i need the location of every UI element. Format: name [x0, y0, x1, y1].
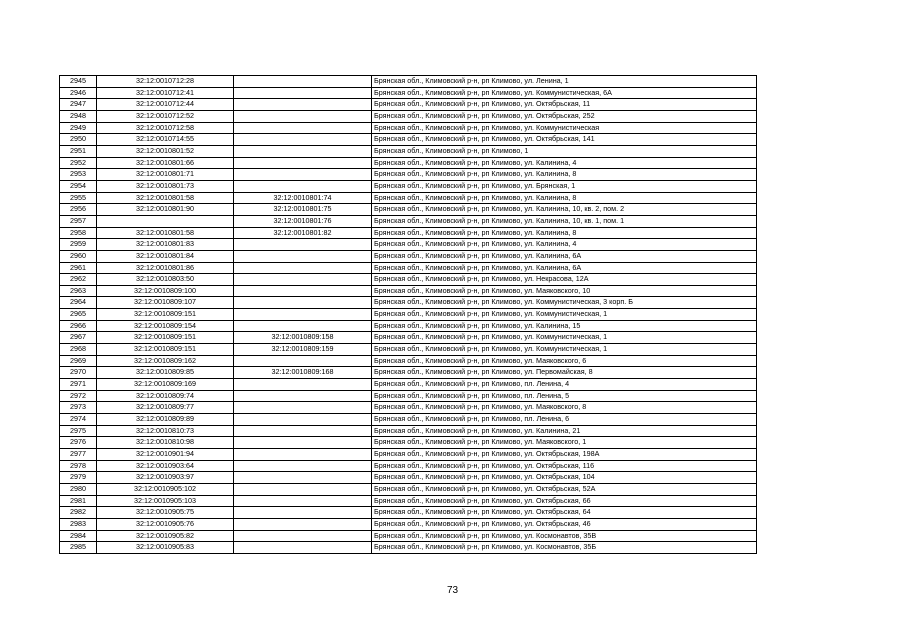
table-row [60, 309, 757, 321]
table-row [60, 414, 757, 426]
row-number-cell: 2977 [60, 449, 97, 461]
address-cell: Брянская обл., Климовский р-н, рп Климово, ул. Калинина, 10, кв. 1, пом. 1 [372, 215, 757, 227]
address-cell: Брянская обл., Климовский р-н, рп Климово, 1 [372, 145, 757, 157]
row-number-cell: 2957 [60, 215, 97, 227]
cadastral-number-cell: 32:12:0010809:77 [97, 402, 234, 414]
row-number-cell: 2950 [60, 134, 97, 146]
row-number-cell: 2966 [60, 320, 97, 332]
table-row [60, 87, 757, 99]
related-cadastral-number-cell [234, 472, 372, 484]
table-row [60, 204, 757, 216]
address-cell: Брянская обл., Климовский р-н, рп Климово, ул. Калинина, 8 [372, 227, 757, 239]
registry-table-body [60, 76, 757, 554]
row-number-cell: 2945 [60, 76, 97, 88]
related-cadastral-number-cell [234, 355, 372, 367]
related-cadastral-number-cell [234, 320, 372, 332]
related-cadastral-number-cell: 32:12:0010801:74 [234, 192, 372, 204]
related-cadastral-number-cell [234, 157, 372, 169]
row-number-cell: 2958 [60, 227, 97, 239]
related-cadastral-number-cell [234, 309, 372, 321]
address-cell: Брянская обл., Климовский р-н, рп Климово, ул. Калинина, 6А [372, 250, 757, 262]
table-row [60, 402, 757, 414]
address-cell: Брянская обл., Климовский р-н, рп Климово, ул. Калинина, 8 [372, 169, 757, 181]
row-number-cell: 2946 [60, 87, 97, 99]
address-cell: Брянская обл., Климовский р-н, рп Климово, ул. Октябрьская, 64 [372, 507, 757, 519]
row-number-cell: 2949 [60, 122, 97, 134]
cadastral-number-cell: 32:12:0010809:100 [97, 285, 234, 297]
related-cadastral-number-cell [234, 449, 372, 461]
table-row [60, 507, 757, 519]
table-row [60, 157, 757, 169]
row-number-cell: 2967 [60, 332, 97, 344]
related-cadastral-number-cell [234, 402, 372, 414]
related-cadastral-number-cell [234, 76, 372, 88]
address-cell: Брянская обл., Климовский р-н, рп Климово, ул. Космонавтов, 35Б [372, 542, 757, 554]
row-number-cell: 2960 [60, 250, 97, 262]
related-cadastral-number-cell [234, 169, 372, 181]
table-row [60, 390, 757, 402]
address-cell: Брянская обл., Климовский р-н, рп Климово, ул. Калинина, 8 [372, 192, 757, 204]
cadastral-number-cell: 32:12:0010809:74 [97, 390, 234, 402]
table-row [60, 134, 757, 146]
address-cell: Брянская обл., Климовский р-н, рп Климово, ул. Калинина, 15 [372, 320, 757, 332]
table-row [60, 518, 757, 530]
table-row [60, 320, 757, 332]
row-number-cell: 2978 [60, 460, 97, 472]
table-row [60, 227, 757, 239]
row-number-cell: 2954 [60, 180, 97, 192]
row-number-cell: 2973 [60, 402, 97, 414]
related-cadastral-number-cell [234, 460, 372, 472]
table-row [60, 495, 757, 507]
cadastral-number-cell: 32:12:0010810:98 [97, 437, 234, 449]
related-cadastral-number-cell [234, 390, 372, 402]
cadastral-number-cell: 32:12:0010801:58 [97, 192, 234, 204]
address-cell: Брянская обл., Климовский р-н, рп Климово, ул. Космонавтов, 35В [372, 530, 757, 542]
cadastral-number-cell: 32:12:0010712:44 [97, 99, 234, 111]
row-number-cell: 2971 [60, 379, 97, 391]
related-cadastral-number-cell: 32:12:0010801:76 [234, 215, 372, 227]
related-cadastral-number-cell [234, 285, 372, 297]
related-cadastral-number-cell [234, 379, 372, 391]
row-number-cell: 2948 [60, 110, 97, 122]
related-cadastral-number-cell: 32:12:0010801:75 [234, 204, 372, 216]
related-cadastral-number-cell [234, 250, 372, 262]
row-number-cell: 2982 [60, 507, 97, 519]
table-row [60, 285, 757, 297]
related-cadastral-number-cell [234, 262, 372, 274]
table-row [60, 437, 757, 449]
row-number-cell: 2970 [60, 367, 97, 379]
row-number-cell: 2953 [60, 169, 97, 181]
related-cadastral-number-cell [234, 437, 372, 449]
row-number-cell: 2969 [60, 355, 97, 367]
cadastral-number-cell: 32:12:0010801:66 [97, 157, 234, 169]
table-row [60, 483, 757, 495]
address-cell: Брянская обл., Климовский р-н, рп Климово, ул. Первомайская, 8 [372, 367, 757, 379]
address-cell: Брянская обл., Климовский р-н, рп Климово, ул. Коммунистическая, 1 [372, 309, 757, 321]
address-cell: Брянская обл., Климовский р-н, рп Климово, пл. Ленина, 4 [372, 379, 757, 391]
cadastral-number-cell: 32:12:0010903:64 [97, 460, 234, 472]
cadastral-number-cell: 32:12:0010809:151 [97, 332, 234, 344]
table-row [60, 239, 757, 251]
table-row [60, 297, 757, 309]
table-row [60, 76, 757, 88]
row-number-cell: 2968 [60, 344, 97, 356]
registry-sheet [59, 75, 756, 554]
row-number-cell: 2972 [60, 390, 97, 402]
cadastral-number-cell: 32:12:0010810:73 [97, 425, 234, 437]
related-cadastral-number-cell [234, 414, 372, 426]
address-cell: Брянская обл., Климовский р-н, рп Климово, ул. Маяковского, 1 [372, 437, 757, 449]
related-cadastral-number-cell [234, 274, 372, 286]
related-cadastral-number-cell [234, 87, 372, 99]
table-row [60, 122, 757, 134]
related-cadastral-number-cell [234, 145, 372, 157]
cadastral-number-cell: 32:12:0010809:162 [97, 355, 234, 367]
table-row [60, 460, 757, 472]
cadastral-number-cell: 32:12:0010905:75 [97, 507, 234, 519]
cadastral-number-cell: 32:12:0010712:52 [97, 110, 234, 122]
table-row [60, 215, 757, 227]
related-cadastral-number-cell [234, 180, 372, 192]
address-cell: Брянская обл., Климовский р-н, рп Климово, ул. Октябрьская, 141 [372, 134, 757, 146]
cadastral-number-cell [97, 215, 234, 227]
table-row [60, 145, 757, 157]
address-cell: Брянская обл., Климовский р-н, рп Климово, ул. Коммунистическая, 6А [372, 87, 757, 99]
related-cadastral-number-cell [234, 542, 372, 554]
table-row [60, 180, 757, 192]
related-cadastral-number-cell [234, 239, 372, 251]
address-cell: Брянская обл., Климовский р-н, рп Климово, ул. Калинина, 4 [372, 157, 757, 169]
cadastral-number-cell: 32:12:0010803:50 [97, 274, 234, 286]
row-number-cell: 2979 [60, 472, 97, 484]
address-cell: Брянская обл., Климовский р-н, рп Климово, ул. Маяковского, 10 [372, 285, 757, 297]
related-cadastral-number-cell [234, 122, 372, 134]
table-row [60, 192, 757, 204]
table-row [60, 379, 757, 391]
table-row [60, 332, 757, 344]
cadastral-number-cell: 32:12:0010712:58 [97, 122, 234, 134]
address-cell: Брянская обл., Климовский р-н, рп Климово, ул. Октябрьская, 252 [372, 110, 757, 122]
cadastral-number-cell: 32:12:0010801:73 [97, 180, 234, 192]
table-row [60, 530, 757, 542]
row-number-cell: 2985 [60, 542, 97, 554]
cadastral-number-cell: 32:12:0010712:28 [97, 76, 234, 88]
row-number-cell: 2984 [60, 530, 97, 542]
address-cell: Брянская обл., Климовский р-н, рп Климово, ул. Октябрьская, 11 [372, 99, 757, 111]
row-number-cell: 2959 [60, 239, 97, 251]
row-number-cell: 2961 [60, 262, 97, 274]
address-cell: Брянская обл., Климовский р-н, рп Климово, ул. Октябрьская, 46 [372, 518, 757, 530]
address-cell: Брянская обл., Климовский р-н, рп Климово, ул. Коммунистическая, 1 [372, 344, 757, 356]
address-cell: Брянская обл., Климовский р-н, рп Климово, ул. Коммунистическая [372, 122, 757, 134]
address-cell: Брянская обл., Климовский р-н, рп Климово, ул. Коммунистическая, 3 корп. Б [372, 297, 757, 309]
address-cell: Брянская обл., Климовский р-н, рп Климово, ул. Калинина, 10, кв. 2, пом. 2 [372, 204, 757, 216]
row-number-cell: 2951 [60, 145, 97, 157]
table-row [60, 425, 757, 437]
row-number-cell: 2962 [60, 274, 97, 286]
table-row [60, 262, 757, 274]
cadastral-number-cell: 32:12:0010809:151 [97, 309, 234, 321]
cadastral-number-cell: 32:12:0010801:90 [97, 204, 234, 216]
address-cell: Брянская обл., Климовский р-н, рп Климово, ул. Октябрьская, 66 [372, 495, 757, 507]
address-cell: Брянская обл., Климовский р-н, рп Климово, ул. Октябрьская, 104 [372, 472, 757, 484]
cadastral-number-cell: 32:12:0010801:52 [97, 145, 234, 157]
cadastral-number-cell: 32:12:0010905:83 [97, 542, 234, 554]
cadastral-number-cell: 32:12:0010901:94 [97, 449, 234, 461]
related-cadastral-number-cell: 32:12:0010801:82 [234, 227, 372, 239]
cadastral-number-cell: 32:12:0010801:58 [97, 227, 234, 239]
cadastral-number-cell: 32:12:0010809:85 [97, 367, 234, 379]
related-cadastral-number-cell [234, 495, 372, 507]
row-number-cell: 2947 [60, 99, 97, 111]
address-cell: Брянская обл., Климовский р-н, рп Климово, ул. Брянская, 1 [372, 180, 757, 192]
address-cell: Брянская обл., Климовский р-н, рп Климово, ул. Калинина, 21 [372, 425, 757, 437]
address-cell: Брянская обл., Климовский р-н, рп Климово, пл. Ленина, 6 [372, 414, 757, 426]
page-number: 73 [446, 585, 459, 596]
related-cadastral-number-cell [234, 110, 372, 122]
related-cadastral-number-cell: 32:12:0010809:168 [234, 367, 372, 379]
table-row [60, 542, 757, 554]
address-cell: Брянская обл., Климовский р-н, рп Климово, ул. Некрасова, 12А [372, 274, 757, 286]
row-number-cell: 2974 [60, 414, 97, 426]
related-cadastral-number-cell [234, 507, 372, 519]
table-row [60, 99, 757, 111]
address-cell: Брянская обл., Климовский р-н, рп Климово, ул. Маяковского, 8 [372, 402, 757, 414]
cadastral-number-cell: 32:12:0010809:107 [97, 297, 234, 309]
cadastral-number-cell: 32:12:0010801:84 [97, 250, 234, 262]
row-number-cell: 2983 [60, 518, 97, 530]
table-row [60, 344, 757, 356]
cadastral-number-cell: 32:12:0010905:102 [97, 483, 234, 495]
related-cadastral-number-cell [234, 425, 372, 437]
cadastral-number-cell: 32:12:0010809:169 [97, 379, 234, 391]
cadastral-number-cell: 32:12:0010712:41 [97, 87, 234, 99]
table-row [60, 110, 757, 122]
table-row [60, 250, 757, 262]
related-cadastral-number-cell [234, 483, 372, 495]
table-row [60, 274, 757, 286]
row-number-cell: 2952 [60, 157, 97, 169]
row-number-cell: 2981 [60, 495, 97, 507]
address-cell: Брянская обл., Климовский р-н, рп Климово, ул. Калинина, 4 [372, 239, 757, 251]
address-cell: Брянская обл., Климовский р-н, рп Климово, ул. Калинина, 6А [372, 262, 757, 274]
row-number-cell: 2980 [60, 483, 97, 495]
related-cadastral-number-cell [234, 134, 372, 146]
table-row [60, 367, 757, 379]
row-number-cell: 2964 [60, 297, 97, 309]
related-cadastral-number-cell [234, 518, 372, 530]
address-cell: Брянская обл., Климовский р-н, рп Климово, пл. Ленина, 5 [372, 390, 757, 402]
row-number-cell: 2955 [60, 192, 97, 204]
related-cadastral-number-cell [234, 99, 372, 111]
table-row [60, 355, 757, 367]
related-cadastral-number-cell [234, 530, 372, 542]
cadastral-number-cell: 32:12:0010905:103 [97, 495, 234, 507]
row-number-cell: 2956 [60, 204, 97, 216]
address-cell: Брянская обл., Климовский р-н, рп Климово, ул. Ленина, 1 [372, 76, 757, 88]
cadastral-number-cell: 32:12:0010801:71 [97, 169, 234, 181]
cadastral-number-cell: 32:12:0010903:97 [97, 472, 234, 484]
registry-table [59, 75, 757, 554]
address-cell: Брянская обл., Климовский р-н, рп Климово, ул. Октябрьская, 198А [372, 449, 757, 461]
cadastral-number-cell: 32:12:0010905:82 [97, 530, 234, 542]
cadastral-number-cell: 32:12:0010905:76 [97, 518, 234, 530]
table-row [60, 449, 757, 461]
address-cell: Брянская обл., Климовский р-н, рп Климово, ул. Октябрьская, 116 [372, 460, 757, 472]
address-cell: Брянская обл., Климовский р-н, рп Климово, ул. Маяковского, 6 [372, 355, 757, 367]
cadastral-number-cell: 32:12:0010801:86 [97, 262, 234, 274]
row-number-cell: 2975 [60, 425, 97, 437]
row-number-cell: 2976 [60, 437, 97, 449]
related-cadastral-number-cell [234, 297, 372, 309]
row-number-cell: 2963 [60, 285, 97, 297]
cadastral-number-cell: 32:12:0010809:154 [97, 320, 234, 332]
related-cadastral-number-cell: 32:12:0010809:158 [234, 332, 372, 344]
related-cadastral-number-cell: 32:12:0010809:159 [234, 344, 372, 356]
table-row [60, 169, 757, 181]
cadastral-number-cell: 32:12:0010809:151 [97, 344, 234, 356]
address-cell: Брянская обл., Климовский р-н, рп Климово, ул. Октябрьская, 52А [372, 483, 757, 495]
cadastral-number-cell: 32:12:0010809:89 [97, 414, 234, 426]
table-row [60, 472, 757, 484]
cadastral-number-cell: 32:12:0010714:55 [97, 134, 234, 146]
cadastral-number-cell: 32:12:0010801:83 [97, 239, 234, 251]
address-cell: Брянская обл., Климовский р-н, рп Климово, ул. Коммунистическая, 1 [372, 332, 757, 344]
row-number-cell: 2965 [60, 309, 97, 321]
